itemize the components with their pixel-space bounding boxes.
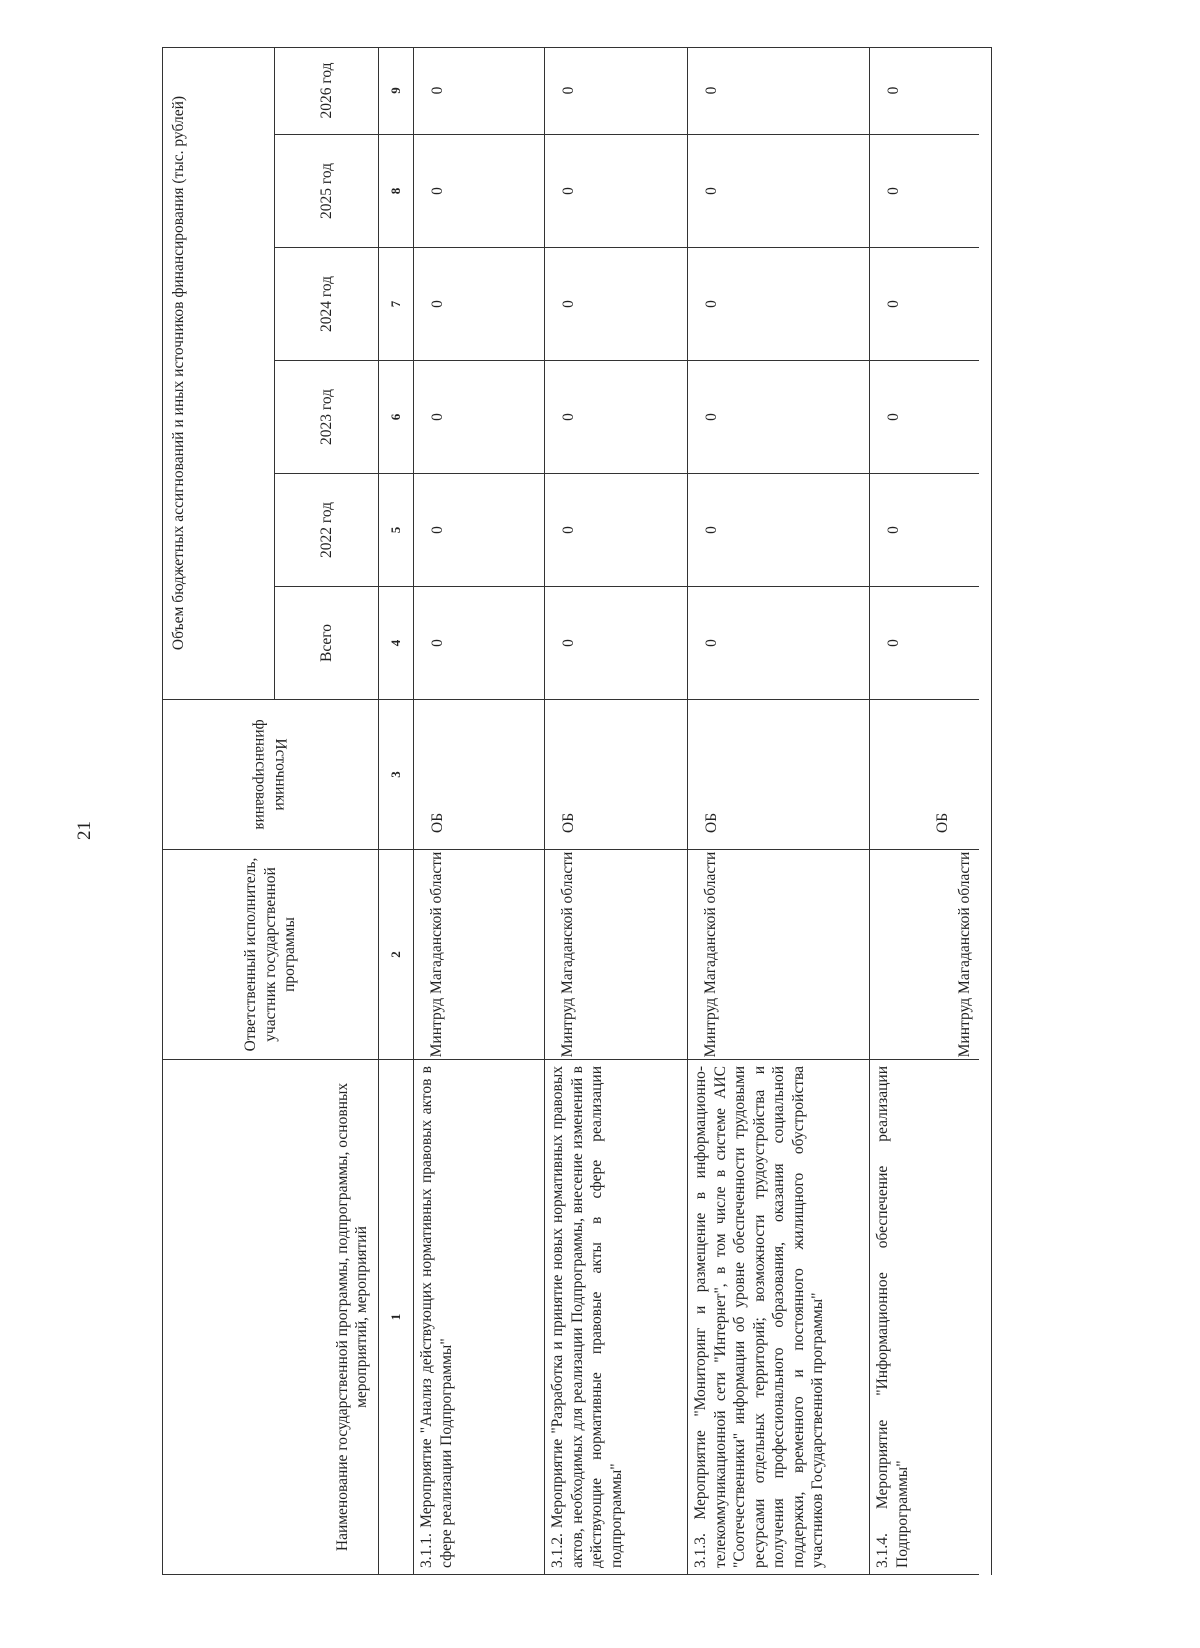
row-value: 0	[687, 474, 869, 587]
header-year: 2025 год	[274, 135, 378, 248]
header-source	[162, 700, 378, 850]
header-year: 2023 год	[274, 361, 378, 474]
row-name: 3.1.2. Мероприятие "Разработка и принятие новых нормативных правовых актов, необходимых для реализации Подпрограммы, внесение изменений в действующие нормативные правовые акты в сфере реализации подпрограммы"	[544, 1060, 687, 1575]
header-year: 2022 год	[274, 474, 378, 587]
row-value: 0	[544, 135, 687, 248]
financing-table	[162, 47, 992, 1575]
row-value: 0	[544, 587, 687, 700]
row-value: 0	[544, 47, 687, 135]
column-number: 2	[378, 850, 413, 1060]
row-source: ОБ	[413, 700, 544, 850]
header-responsible: Ответственный исполнитель, участник государственной программы	[162, 850, 378, 1060]
row-value: 0	[869, 47, 979, 135]
page-number: 21	[74, 821, 95, 840]
row-value: 0	[544, 474, 687, 587]
column-number: 5	[378, 474, 413, 587]
column-number: 6	[378, 361, 413, 474]
row-value: 0	[413, 587, 544, 700]
row-value: 0	[869, 587, 979, 700]
row-value: 0	[413, 474, 544, 587]
row-responsible: Минтруд Магаданской области	[869, 850, 979, 1060]
header-year: 2026 год	[274, 47, 378, 135]
row-value: 0	[413, 248, 544, 361]
row-value: 0	[687, 135, 869, 248]
header-source-text: Источники финансирования	[252, 719, 290, 830]
row-value: 0	[687, 47, 869, 135]
row-value: 0	[869, 135, 979, 248]
row-value: 0	[413, 47, 544, 135]
row-source: ОБ	[544, 700, 687, 850]
column-number: 3	[378, 700, 413, 850]
header-total: Всего	[274, 587, 378, 700]
header-year: 2024 год	[274, 248, 378, 361]
row-value: 0	[544, 248, 687, 361]
row-value: 0	[544, 361, 687, 474]
row-responsible: Минтруд Магаданской области	[544, 850, 687, 1060]
row-value: 0	[687, 587, 869, 700]
column-number: 4	[378, 587, 413, 700]
header-name: Наименование государственной программы, подпрограммы, основных мероприятий, мероприятий	[162, 1060, 378, 1575]
row-value: 0	[413, 135, 544, 248]
row-value: 0	[687, 248, 869, 361]
row-value: 0	[869, 248, 979, 361]
row-value: 0	[869, 361, 979, 474]
row-name: 3.1.1. Мероприятие "Анализ действующих нормативных правовых актов в сфере реализации Подпрограммы"	[413, 1060, 544, 1575]
row-responsible: Минтруд Магаданской области	[413, 850, 544, 1060]
header-funding-group: Объем бюджетных ассигнований и иных источников финансирования (тыс. рублей)	[162, 47, 274, 700]
column-number: 7	[378, 248, 413, 361]
row-name: 3.1.3. Мероприятие "Мониторинг и размещение в информационно-телекоммуникационной сети "Интернет", в том числе в системе АИС "Соотечественники" информации об уровне обеспеченности трудовыми ресурсами отдельных территорий; возможности трудоустройства и получения профессионального образования, оказания социальной поддержки, временного и постоянного жилищного обустройства участников Государственной программы"	[687, 1060, 869, 1575]
row-value: 0	[687, 361, 869, 474]
row-value: 0	[413, 361, 544, 474]
column-number: 1	[378, 1060, 413, 1575]
row-responsible: Минтруд Магаданской области	[687, 850, 869, 1060]
row-name: 3.1.4. Мероприятие "Информационное обеспечение реализации Подпрограммы"	[869, 1060, 979, 1575]
row-source: ОБ	[687, 700, 869, 850]
row-value: 0	[869, 474, 979, 587]
column-number: 8	[378, 135, 413, 248]
row-source: ОБ	[869, 700, 979, 850]
column-number: 9	[378, 47, 413, 135]
